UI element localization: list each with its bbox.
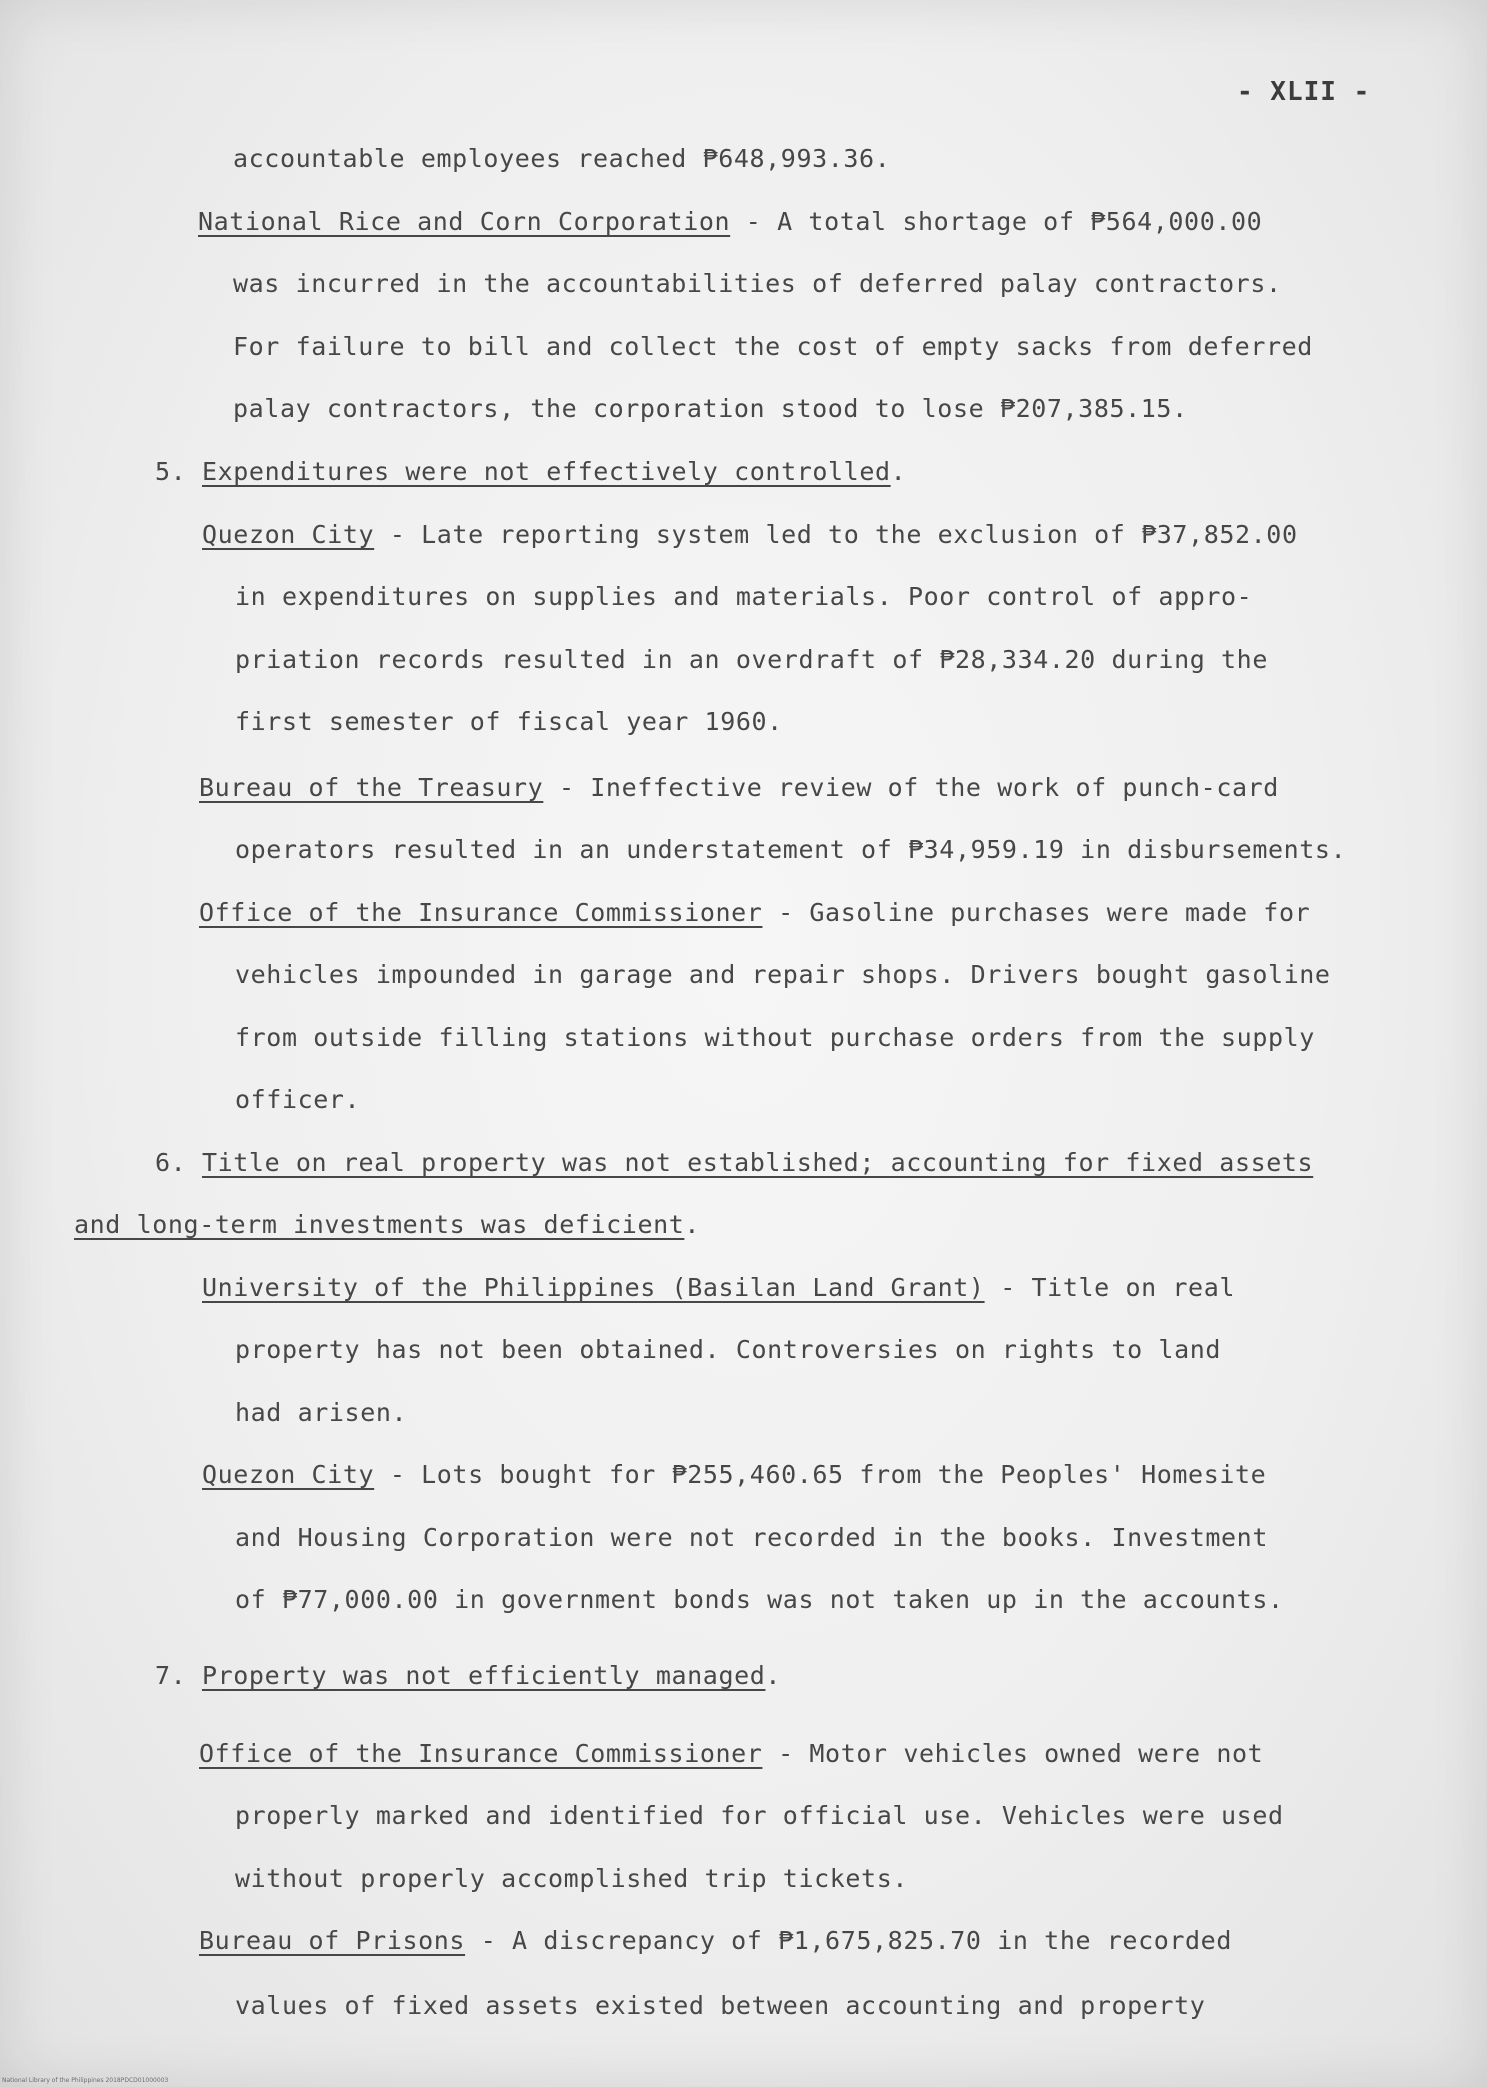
entry-heading-bureau-treasury: Bureau of the Treasury — [199, 773, 544, 802]
entry-first-line — [199, 1925, 1232, 1957]
entry-first-line — [202, 519, 1298, 551]
entry-first-line — [198, 206, 1262, 238]
body-line: For failure to bill and collect the cost of empty sacks from deferred — [233, 332, 1313, 361]
body-line: vehicles impounded in garage and repair shops. Drivers bought gasoline — [235, 960, 1331, 989]
entry-heading-up-basilan: University of the Philippines (Basilan Land Grant) — [202, 1273, 985, 1302]
body-text: - Late reporting system led to the exclusion of ₱37,852.00 — [374, 520, 1298, 549]
entry-first-line — [199, 1738, 1263, 1770]
body-line: values of fixed assets existed between accounting and property — [235, 1991, 1206, 2020]
entry-heading-insurance-commissioner: Office of the Insurance Commissioner — [199, 1739, 763, 1768]
body-line: of ₱77,000.00 in government bonds was not taken up in the accounts. — [235, 1585, 1284, 1614]
finding-heading-7 — [155, 1660, 781, 1692]
entry-heading-insurance-commissioner: Office of the Insurance Commissioner — [199, 898, 763, 927]
finding-heading-5 — [155, 456, 906, 488]
entry-first-line — [199, 897, 1310, 929]
finding-period: . — [890, 457, 907, 486]
finding-title-cont: and long-term investments was deficient — [74, 1210, 685, 1239]
entry-heading-quezon-city: Quezon City — [202, 520, 375, 549]
body-line: priation records resulted in an overdraft of ₱28,334.20 during the — [235, 645, 1268, 674]
body-line: first semester of fiscal year 1960. — [235, 707, 783, 736]
scan-credit: National Library of the Philippines 2018PDCD01000003 — [2, 2077, 169, 2084]
page-number: - XLII - — [1237, 77, 1371, 107]
finding-heading-6 — [155, 1147, 1313, 1179]
body-text: - A discrepancy of ₱1,675,825.70 in the recorded — [465, 1926, 1232, 1955]
finding-heading-6-cont — [74, 1209, 700, 1241]
entry-first-line — [199, 772, 1279, 804]
body-line: properly marked and identified for official use. Vehicles were used — [235, 1801, 1284, 1830]
body-text: accountable employees reached ₱648,993.36. — [233, 144, 891, 173]
finding-period: . — [684, 1210, 701, 1239]
body-line: had arisen. — [235, 1398, 408, 1427]
finding-number: 7. — [155, 1661, 187, 1690]
finding-number: 6. — [155, 1148, 187, 1177]
finding-period: . — [765, 1661, 782, 1690]
entry-first-line — [202, 1459, 1266, 1491]
body-text: - Motor vehicles owned were not — [762, 1739, 1264, 1768]
entry-heading-bureau-prisons: Bureau of Prisons — [199, 1926, 466, 1955]
body-line: was incurred in the accountabilities of deferred palay contractors. — [233, 269, 1282, 298]
body-text: - A total shortage of ₱564,000.00 — [730, 207, 1263, 236]
continuation-line — [233, 143, 890, 175]
body-line: and Housing Corporation were not recorded in the books. Investment — [235, 1523, 1268, 1552]
body-line: property has not been obtained. Controversies on rights to land — [235, 1335, 1222, 1364]
finding-number: 5. — [155, 457, 187, 486]
body-line: operators resulted in an understatement of ₱34,959.19 in disbursements. — [235, 835, 1347, 864]
body-text: - Ineffective review of the work of punch-card — [543, 773, 1279, 802]
entry-first-line — [202, 1272, 1235, 1304]
finding-title: Title on real property was not established; accounting for fixed assets — [201, 1148, 1314, 1177]
entry-heading-nrcc: National Rice and Corn Corporation — [198, 207, 731, 236]
body-text: - Lots bought for ₱255,460.65 from the Peoples' Homesite — [374, 1460, 1267, 1489]
body-line: palay contractors, the corporation stood to lose ₱207,385.15. — [233, 394, 1188, 423]
body-line: officer. — [235, 1085, 361, 1114]
entry-heading-quezon-city: Quezon City — [202, 1460, 375, 1489]
finding-title: Expenditures were not effectively controlled — [201, 457, 891, 486]
body-text: - Title on real — [984, 1273, 1235, 1302]
body-text: - Gasoline purchases were made for — [762, 898, 1311, 927]
finding-title: Property was not efficiently managed — [201, 1661, 766, 1690]
body-line: without properly accomplished trip tickets. — [235, 1864, 909, 1893]
body-line: in expenditures on supplies and materials. Poor control of appro- — [235, 582, 1253, 611]
body-line: from outside filling stations without purchase orders from the supply — [235, 1023, 1315, 1052]
